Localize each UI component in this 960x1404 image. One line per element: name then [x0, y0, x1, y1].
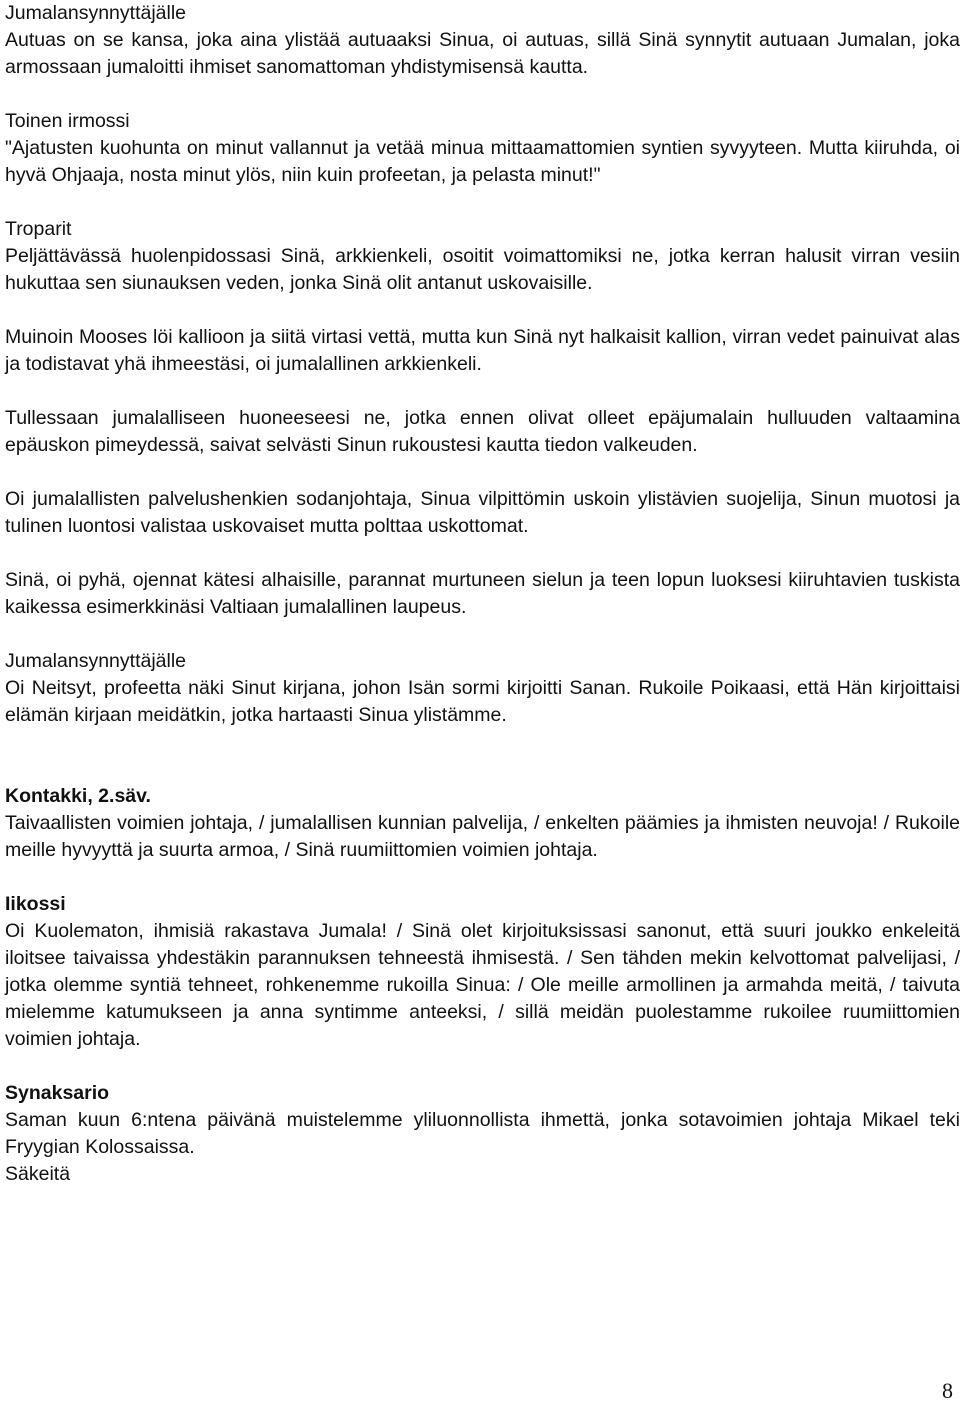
spacer: [5, 297, 960, 324]
paragraph-tropari-2: Muinoin Mooses löi kallioon ja siitä virtasi vettä, mutta kun Sinä nyt halkaisit kallion, virran vedet painuivat alas ja todistavat yhä ihmeestäsi, oi jumalallinen arkkienkeli.: [5, 326, 960, 375]
paragraph-tropari-5: Sinä, oi pyhä, ojennat kätesi alhaisille, parannat murtuneen sielun ja teen lopun luoksesi kiiruhtavien tuskista kaikessa esimerkkinäsi Valtiaan jumalallinen laupeus.: [5, 569, 960, 618]
page-number: 8: [942, 1378, 953, 1403]
spacer: [5, 189, 960, 216]
paragraph-iikossi: Oi Kuolematon, ihmisiä rakastava Jumala! / Sinä olet kirjoituksissasi sanonut, että suuri joukko enkeleitä iloitsee taivaissa yhdestäkin parannuksen tehneestä ihmisestä. / Sen tähden mekin kelvottomat palvelijasi, / jotka olemme syntiä tehneet, rohkenemme rukoilla Sinua: / Ole meille armollinen ja armahda meitä, / taivuta mielemme katumukseen ja anna syntimme anteeksi, / sillä meidän puolestamme rukoilee ruumiittomien voimien johtaja.: [5, 920, 960, 1050]
section-heading-kontakki: Kontakki, 2.säv.: [5, 785, 151, 807]
paragraph-kontakki: Taivaallisten voimien johtaja, / jumalallisen kunnian palvelija, / enkelten päämies ja ihmisten neuvoja! / Rukoile meille hyvyyttä ja suurta armoa, / Sinä ruumiittomien voimien johtaja.: [5, 812, 960, 861]
section-heading-sakeita: Säkeitä: [5, 1163, 71, 1185]
section-heading-troparit: Troparit: [5, 218, 72, 240]
paragraph-jumalansynnyttajalle-2: Oi Neitsyt, profeetta näki Sinut kirjana, johon Isän sormi kirjoitti Sanan. Rukoile Poikaasi, että Hän kirjoittaisi elämän kirjaan meidätkin, jotka hartaasti Sinua ylistämme.: [5, 677, 960, 726]
spacer: [5, 1053, 960, 1080]
document-page: [5, 0, 960, 1188]
spacer: [5, 81, 960, 108]
paragraph-tropari-4: Oi jumalallisten palvelushenkien sodanjohtaja, Sinua vilpittömin uskoin ylistävien suojelija, Sinun muotosi ja tulinen luontosi valistaa uskovaiset mutta polttaa uskottomat.: [5, 488, 960, 537]
spacer: [5, 621, 960, 648]
section-heading-toinen-irmossi: Toinen irmossi: [5, 110, 130, 132]
paragraph-synaksario: Saman kuun 6:ntena päivänä muistelemme yliluonnollista ihmettä, jonka sotavoimien johtaja Mikael teki Fryygian Kolossaissa.: [5, 1109, 960, 1158]
paragraph-jumalansynnyttajalle-1: Autuas on se kansa, joka aina ylistää autuaaksi Sinua, oi autuas, sillä Sinä synnytit autuaan Jumalan, joka armossaan jumaloitti ihmiset sanomattoman yhdistymisensä kautta.: [5, 29, 960, 78]
spacer: [5, 864, 960, 891]
paragraph-tropari-3: Tullessaan jumalalliseen huoneeseesi ne, jotka ennen olivat olleet epäjumalain hulluuden valtaamina epäuskon pimeydessä, saivat selvästi Sinun rukoustesi kautta tiedon valkeuden.: [5, 407, 960, 456]
paragraph-irmossi: "Ajatusten kuohunta on minut vallannut ja vetää minua mittaamattomien syntien syvyyteen. Mutta kiiruhda, oi hyvä Ohjaaja, nosta minut ylös, niin kuin profeetan, ja pelasta minut!": [5, 137, 960, 186]
section-heading-jumalansynnyttajalle-2: Jumalansynnyttäjälle: [5, 650, 187, 672]
section-heading-iikossi: Iikossi: [5, 893, 66, 915]
paragraph-tropari-1: Peljättävässä huolenpidossasi Sinä, arkkienkeli, osoitit voimattomiksi ne, jotka kerran halusit virran vesiin hukuttaa sen siunauksen veden, jonka Sinä olit antanut uskovaisille.: [5, 245, 960, 294]
spacer: [5, 729, 960, 783]
section-heading-jumalansynnyttajalle-1: Jumalansynnyttäjälle: [5, 2, 187, 24]
spacer: [5, 378, 960, 405]
spacer: [5, 540, 960, 567]
spacer: [5, 459, 960, 486]
section-heading-synaksario: Synaksario: [5, 1082, 110, 1104]
